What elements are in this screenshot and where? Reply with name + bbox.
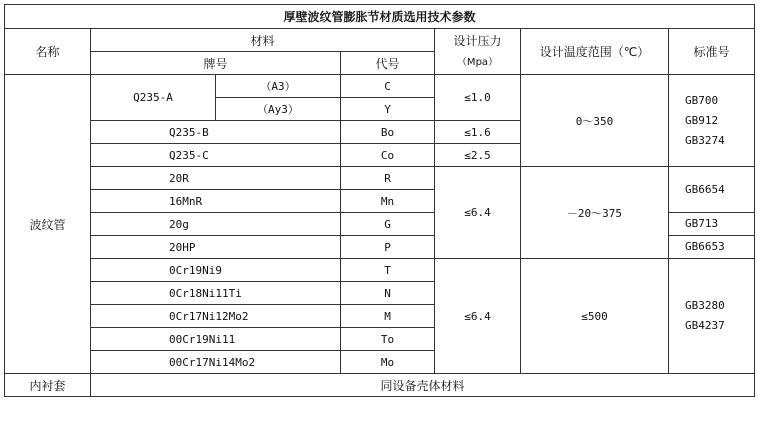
pressure-cell: ≤1.6 — [435, 121, 521, 144]
header-pressure-unit: （Mpa） — [456, 56, 499, 68]
table-row — [5, 75, 755, 98]
code-cell: P — [341, 236, 435, 259]
grade-cell: 00Cr17Ni14Mo2 — [91, 351, 341, 374]
standard-value: GB3280 — [685, 299, 725, 312]
grade-cell: 00Cr19Ni11 — [91, 328, 341, 351]
lining-value: 同设备壳体材料 — [91, 374, 755, 397]
standard-cell: GB6653 — [669, 236, 755, 259]
grade-cell: Q235-A — [91, 75, 216, 121]
temperature-cell: ≤500 — [521, 259, 669, 374]
table-row — [5, 374, 755, 397]
grade-cell: 0Cr19Ni9 — [91, 259, 341, 282]
code-cell: Mn — [341, 190, 435, 213]
header-grade: 牌号 — [91, 52, 341, 75]
grade-cell: 16MnR — [91, 190, 341, 213]
standard-cell — [669, 259, 755, 374]
standard-value: GB700 — [685, 93, 719, 107]
standard-cell: GB6654 — [669, 167, 755, 213]
code-cell: N — [341, 282, 435, 305]
lining-label: 内衬套 — [5, 374, 91, 397]
standard-value: GB4237 — [685, 319, 725, 332]
temperature-cell: －20～375 — [521, 167, 669, 259]
grade-cell: 0Cr17Ni12Mo2 — [91, 305, 341, 328]
pressure-cell: ≤6.4 — [435, 259, 521, 374]
code-cell: R — [341, 167, 435, 190]
grade-cell: Q235-C — [91, 144, 341, 167]
header-standard: 标准号 — [669, 29, 755, 75]
code-cell: C — [341, 75, 435, 98]
header-name: 名称 — [5, 29, 91, 75]
material-spec-table — [4, 4, 755, 397]
pressure-cell: ≤1.0 — [435, 75, 521, 121]
grade-sub-cell: （Ay3） — [216, 98, 341, 121]
code-cell: M — [341, 305, 435, 328]
grade-cell: 20R — [91, 167, 341, 190]
code-cell: To — [341, 328, 435, 351]
standard-cell: GB713 — [669, 213, 755, 236]
code-cell: G — [341, 213, 435, 236]
table-row — [5, 167, 755, 190]
code-cell: T — [341, 259, 435, 282]
header-pressure — [435, 29, 521, 75]
header-temperature: 设计温度范围（℃） — [521, 29, 669, 75]
temperature-cell: 0～350 — [521, 75, 669, 167]
pressure-cell: ≤2.5 — [435, 144, 521, 167]
standard-value: GB3274 — [685, 133, 725, 147]
header-material: 材料 — [91, 29, 435, 52]
standard-value: GB912 — [685, 113, 719, 127]
grade-cell: Q235-B — [91, 121, 341, 144]
grade-cell: 20HP — [91, 236, 341, 259]
standard-cell — [669, 75, 755, 167]
header-pressure-line1: 设计压力 — [453, 33, 502, 48]
pressure-cell: ≤6.4 — [435, 167, 521, 259]
grade-sub-cell: （A3） — [216, 75, 341, 98]
table-title: 厚壁波纹管膨胀节材质选用技术参数 — [5, 5, 755, 29]
code-cell: Y — [341, 98, 435, 121]
code-cell: Mo — [341, 351, 435, 374]
code-cell: Bo — [341, 121, 435, 144]
code-cell: Co — [341, 144, 435, 167]
material-spec-sheet — [4, 4, 754, 431]
header-code: 代号 — [341, 52, 435, 75]
table-row — [5, 259, 755, 282]
grade-cell: 0Cr18Ni11Ti — [91, 282, 341, 305]
grade-cell: 20g — [91, 213, 341, 236]
bellows-label: 波纹管 — [5, 75, 91, 374]
